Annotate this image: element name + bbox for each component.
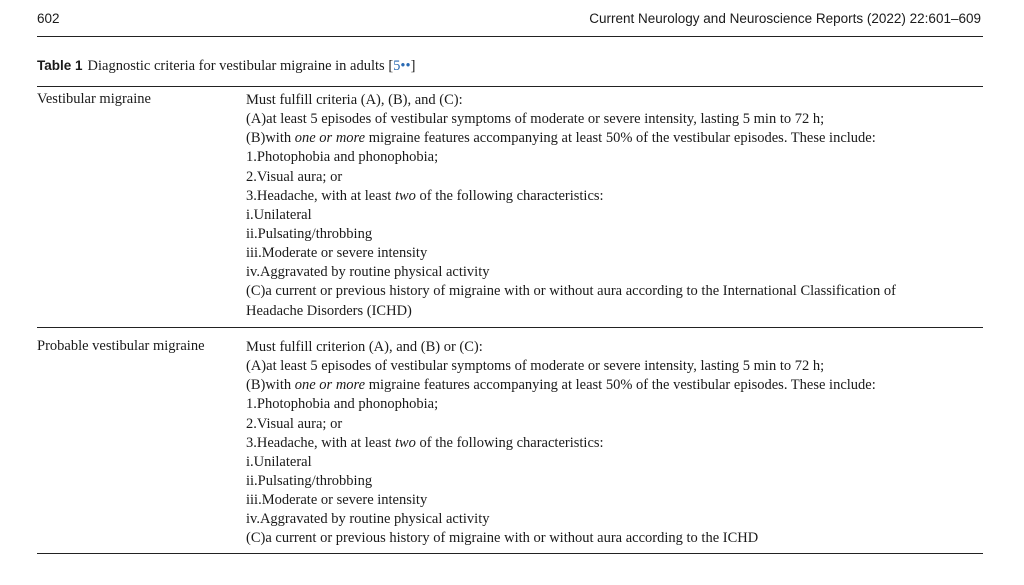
criteria-line: i.Unilateral bbox=[246, 206, 312, 223]
criteria-line: iii.Moderate or severe intensity bbox=[246, 245, 428, 262]
header-rule bbox=[37, 36, 983, 37]
reference-link[interactable]: 5•• bbox=[393, 58, 411, 74]
criteria-line: Must fulfill criterion (A), and (B) or (C): bbox=[246, 339, 483, 355]
caption-bracket: ] bbox=[410, 58, 416, 74]
page-header bbox=[37, 8, 983, 34]
table-caption bbox=[37, 58, 415, 75]
criteria-line: ii.Pulsating/throbbing bbox=[246, 225, 373, 242]
row-criteria-probable-vestibular-migraine bbox=[246, 338, 986, 549]
criteria-line: 3.Headache, with at least two of the following characteristics: bbox=[246, 187, 604, 204]
journal-citation: Current Neurology and Neuroscience Reports (2022) 22:601–609 bbox=[589, 11, 981, 26]
criteria-line: (A)at least 5 episodes of vestibular symptoms of moderate or severe intensity, lasting 5 min to 72 h; bbox=[246, 358, 825, 375]
table-bottom-rule bbox=[37, 553, 983, 554]
row-label-vestibular-migraine: Vestibular migraine bbox=[37, 91, 151, 107]
row-criteria-vestibular-migraine bbox=[246, 91, 986, 321]
table-top-rule bbox=[37, 86, 983, 87]
criteria-line: 2.Visual aura; or bbox=[246, 415, 343, 432]
criteria-line: ii.Pulsating/throbbing bbox=[246, 472, 373, 489]
table-label: Table 1 bbox=[37, 58, 83, 73]
criteria-line: (B)with one or more migraine features accompanying at least 50% of the vestibular episodes. These include: bbox=[246, 130, 876, 147]
criteria-line: i.Unilateral bbox=[246, 453, 312, 470]
criteria-line: iv.Aggravated by routine physical activity bbox=[246, 264, 490, 281]
criteria-line: (C)a current or previous history of migraine with or without aura according to the ICHD bbox=[246, 530, 759, 547]
table-caption-text: Diagnostic criteria for vestibular migraine in adults [ bbox=[87, 58, 394, 74]
row-label-probable-vestibular-migraine: Probable vestibular migraine bbox=[37, 338, 205, 354]
criteria-line: (B)with one or more migraine features accompanying at least 50% of the vestibular episodes. These include: bbox=[246, 377, 876, 394]
criteria-line: Must fulfill criteria (A), (B), and (C): bbox=[246, 92, 463, 108]
criteria-line: (C)a current or previous history of migraine with or without aura according to the International Classification of bbox=[246, 283, 896, 300]
page-number: 602 bbox=[37, 11, 60, 26]
criteria-line: Headache Disorders (ICHD) bbox=[246, 302, 412, 319]
criteria-line: 2.Visual aura; or bbox=[246, 168, 343, 185]
row-divider-rule bbox=[37, 327, 983, 328]
criteria-line: 1.Photophobia and phonophobia; bbox=[246, 396, 439, 413]
criteria-line: 1.Photophobia and phonophobia; bbox=[246, 149, 439, 166]
criteria-line: iv.Aggravated by routine physical activity bbox=[246, 511, 490, 528]
criteria-line: iii.Moderate or severe intensity bbox=[246, 492, 428, 509]
criteria-line: (A)at least 5 episodes of vestibular symptoms of moderate or severe intensity, lasting 5 min to 72 h; bbox=[246, 111, 825, 128]
criteria-line: 3.Headache, with at least two of the following characteristics: bbox=[246, 434, 604, 451]
